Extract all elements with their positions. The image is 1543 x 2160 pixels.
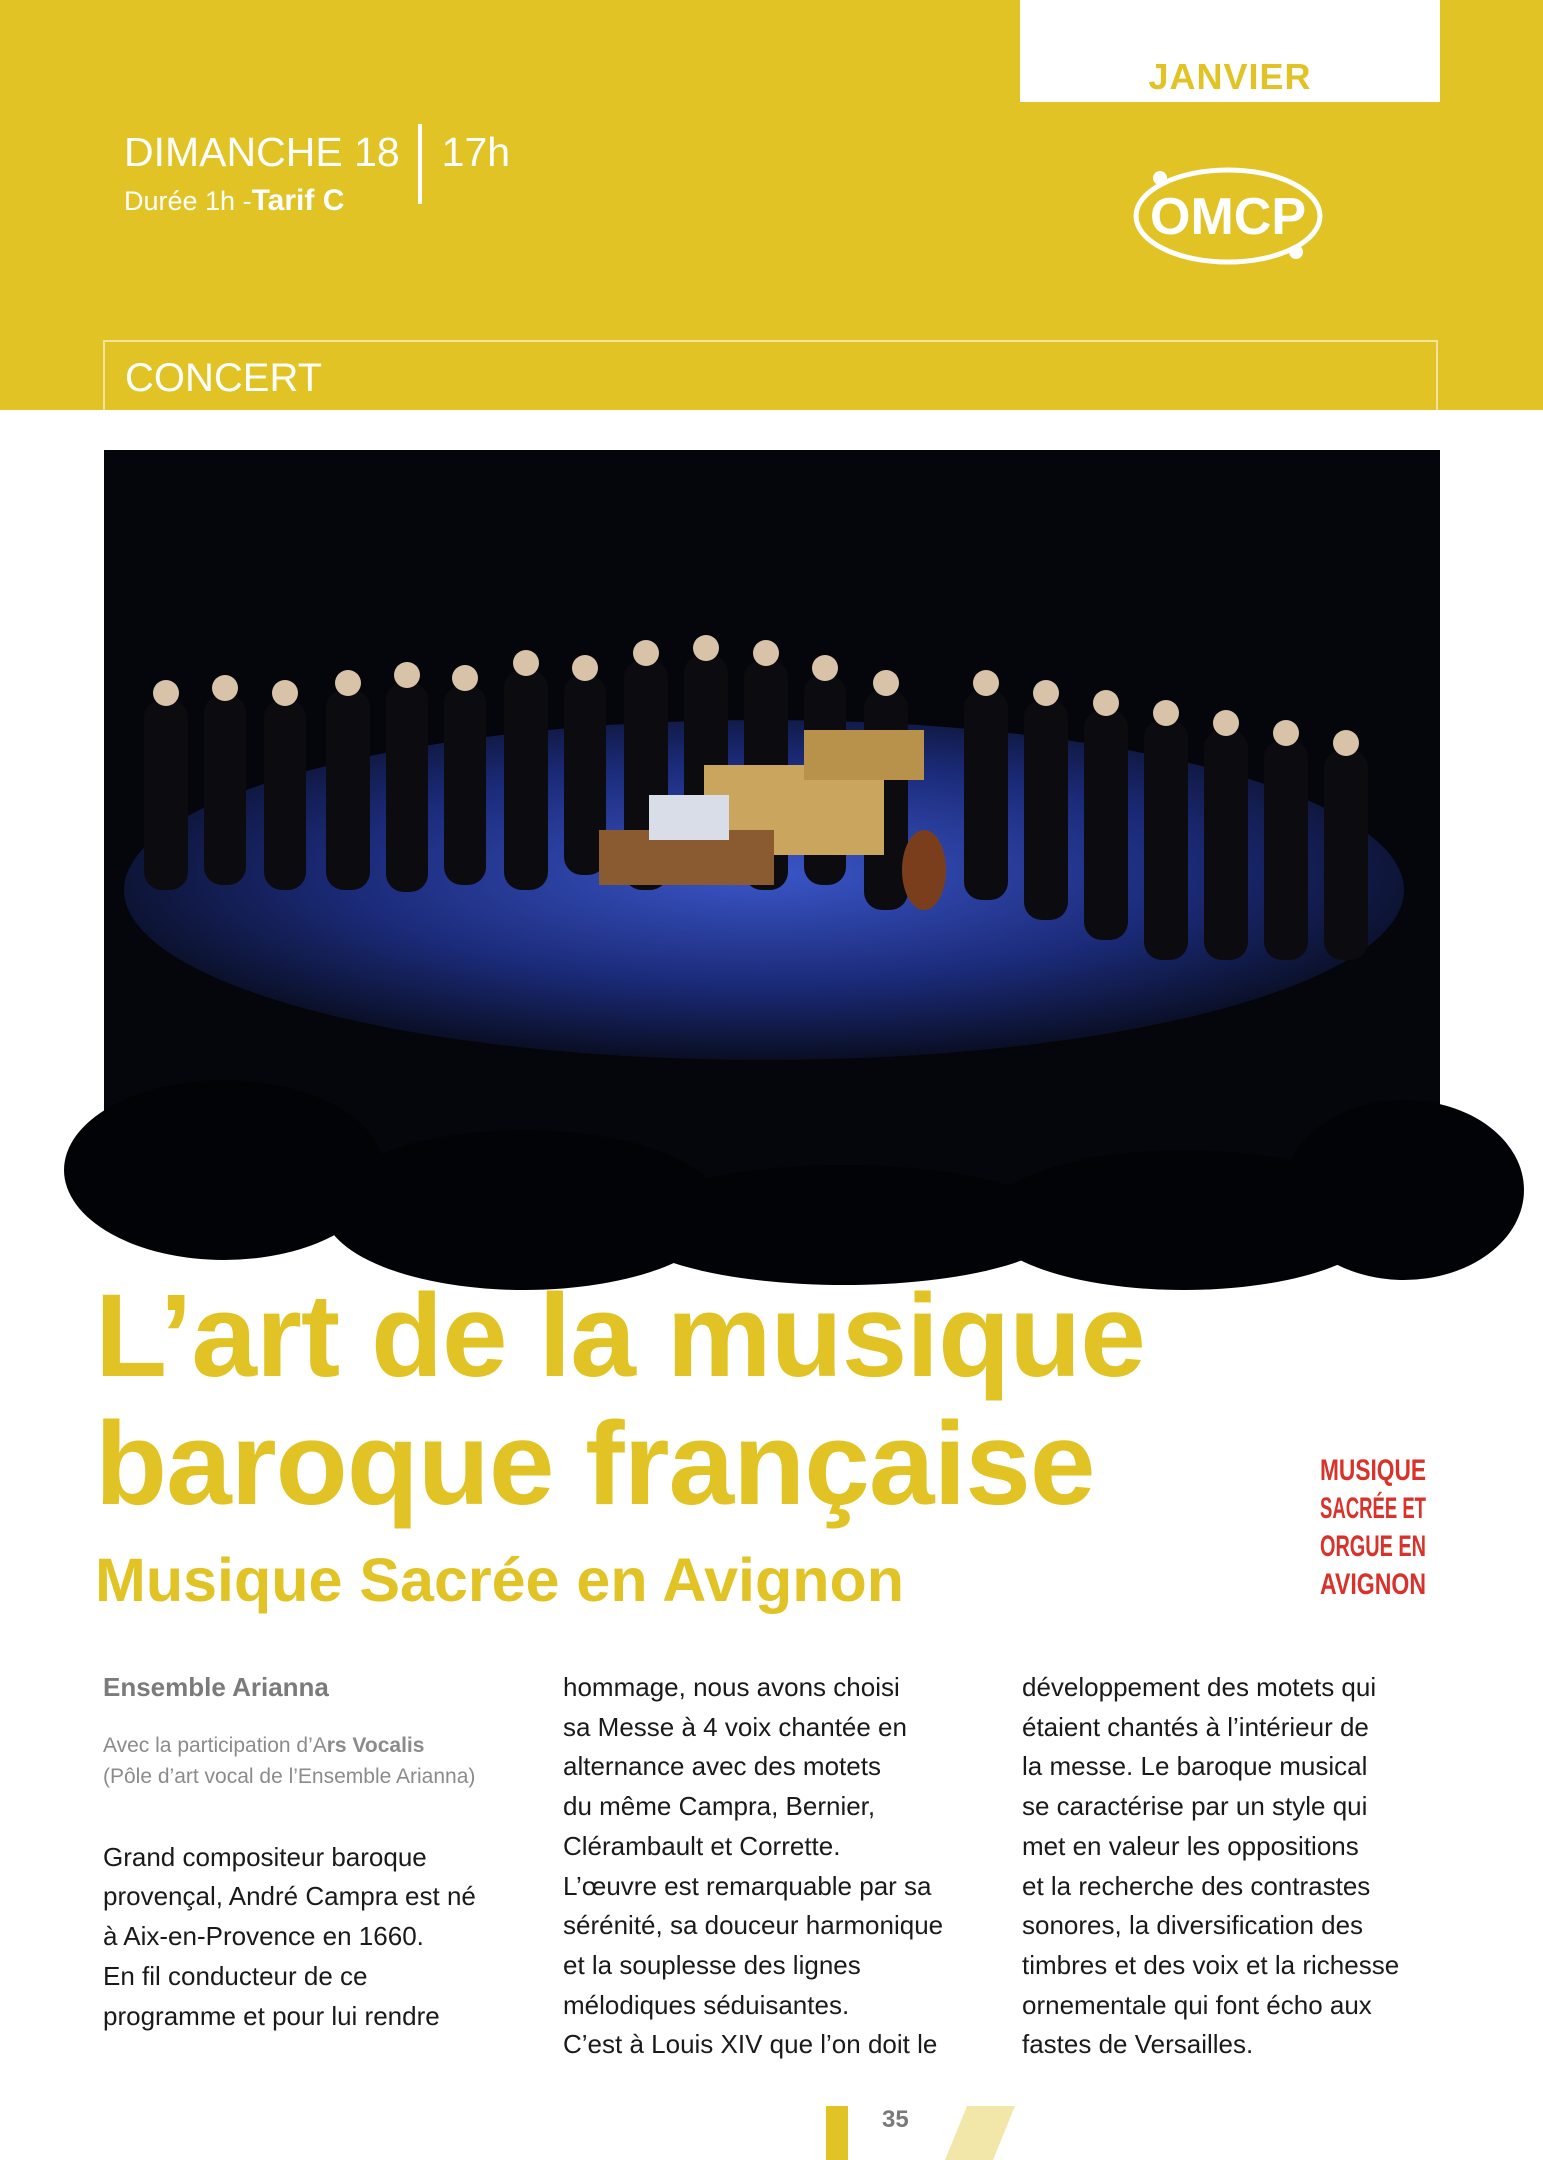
text-line: ornementale qui font écho aux bbox=[1022, 1989, 1372, 2020]
title-line-1: L’art de la musique bbox=[95, 1270, 1145, 1402]
text-line: provençal, André Campra est né bbox=[103, 1881, 476, 1912]
text-line: C’est à Louis XIV que l’on doit le bbox=[563, 2029, 938, 2060]
event-details: Durée 1h -Tarif C bbox=[124, 184, 345, 217]
text-line: Grand compositeur baroque bbox=[103, 1841, 427, 1872]
month-label: JANVIER bbox=[1148, 56, 1312, 97]
omcp-logo bbox=[1130, 160, 1326, 270]
svg-text:SACRÉE ET: SACRÉE ET bbox=[1320, 1492, 1492, 1525]
participation-note: Avec la participation d’Ars Vocalis (Pôle d’art vocal de l’Ensemble Arianna) bbox=[103, 1733, 476, 1788]
text-line: alternance avec des motets bbox=[563, 1751, 881, 1782]
ensemble-name: Ensemble Arianna bbox=[103, 1672, 329, 1702]
text-line: En fil conducteur de ce bbox=[103, 1960, 368, 1991]
text-line: fastes de Versailles. bbox=[1022, 2029, 1254, 2060]
text-line: timbres et des voix et la richesse bbox=[1022, 1949, 1400, 1980]
date-separator bbox=[418, 124, 422, 204]
text-column-3 bbox=[1022, 1668, 1442, 2065]
text-line: sérénité, sa douceur harmonique bbox=[563, 1910, 944, 1941]
svg-text:ORGUE EN: ORGUE EN bbox=[1320, 1530, 1426, 1563]
event-day: DIMANCHE 18 bbox=[124, 128, 400, 175]
text-line: et la souplesse des lignes bbox=[563, 1949, 861, 1980]
text-column-1 bbox=[103, 1668, 523, 2036]
concert-photo bbox=[104, 450, 1440, 1225]
text-line: se caractérise par un style qui bbox=[1022, 1791, 1368, 1822]
footer-slash-graphic bbox=[935, 2106, 1015, 2160]
text-line: mélodiques séduisantes. bbox=[563, 1989, 850, 2020]
body-text bbox=[103, 1838, 523, 2037]
text-line: et la recherche des contrastes bbox=[1022, 1870, 1371, 1901]
text-column-2 bbox=[563, 1668, 983, 2065]
event-date bbox=[124, 112, 510, 192]
category-box bbox=[103, 340, 1438, 410]
text-line: sa Messe à 4 voix chantée en bbox=[563, 1711, 907, 1742]
event-tarif: Tarif C bbox=[251, 184, 345, 217]
footer-accent-bar bbox=[826, 2106, 848, 2160]
text-line: sonores, la diversification des bbox=[1022, 1910, 1364, 1941]
text-line: étaient chantés à l’intérieur de bbox=[1022, 1711, 1369, 1742]
event-duration: Durée 1h bbox=[124, 186, 236, 216]
partner-logo bbox=[1318, 1448, 1492, 1604]
event-time: 17h bbox=[441, 128, 511, 175]
svg-text:OMCP: OMCP bbox=[1150, 188, 1306, 246]
text-line: programme et pour lui rendre bbox=[103, 2000, 440, 2031]
text-line: du même Campra, Bernier, bbox=[563, 1791, 876, 1822]
category-label: CONCERT bbox=[125, 356, 323, 400]
page-number: 35 bbox=[882, 2106, 909, 2133]
text-line: développement des motets qui bbox=[1022, 1672, 1377, 1702]
text-line: met en valeur les oppositions bbox=[1022, 1830, 1359, 1861]
article-title bbox=[95, 1272, 1145, 1528]
title-line-2: baroque française bbox=[95, 1398, 1095, 1530]
svg-text:MUSIQUE: MUSIQUE bbox=[1320, 1454, 1426, 1487]
article-subtitle: Musique Sacrée en Avignon bbox=[95, 1546, 904, 1614]
text-line: la messe. Le baroque musical bbox=[1022, 1751, 1368, 1782]
text-line: Clérambault et Corrette. bbox=[563, 1830, 841, 1861]
month-tab bbox=[1020, 0, 1440, 102]
text-line: à Aix-en-Provence en 1660. bbox=[103, 1921, 424, 1952]
text-line: L’œuvre est remarquable par sa bbox=[563, 1870, 932, 1901]
svg-text:AVIGNON: AVIGNON bbox=[1320, 1568, 1426, 1601]
text-line: hommage, nous avons choisi bbox=[563, 1672, 900, 1702]
